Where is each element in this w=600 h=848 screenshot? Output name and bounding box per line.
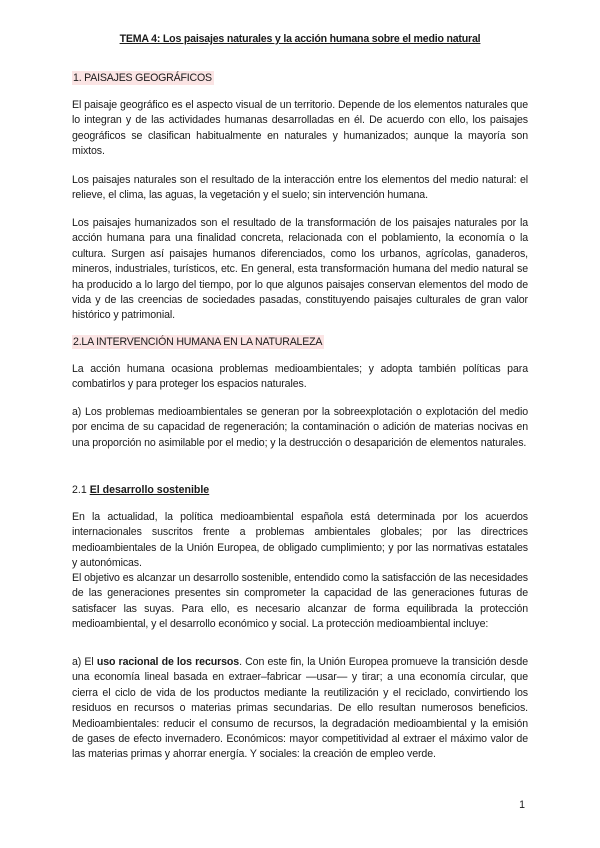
page-title: TEMA 4: Los paisajes naturales y la acción humana sobre el medio natural <box>119 33 481 45</box>
section-2-paragraph-1: La acción humana ocasiona problemas medioambientales; y adopta también políticas para combatirlos y para proteger los espacios naturales. <box>72 363 528 391</box>
section-2-heading: 2.LA INTERVENCIÓN HUMANA EN LA NATURALEZA <box>73 336 323 348</box>
section-2-paragraph-2: a) Los problemas medioambientales se generan por la sobreexplotación o explotación del medio por encima de su capacidad de regeneración; la contaminación o adición de materias nocivas en una proporción no asimilable por el medio; y la destrucción o desaparición de elementos naturales. <box>72 406 528 449</box>
page-number: 1 <box>519 799 525 811</box>
paragraph-body: . Con este fin, la Unión Europea promueve la transición desde una economía lineal basada en extraer–fabricar —usar— y tirar; a una economía circular, que cierra el ciclo de vida de los productos mediante la reutilización y el reciclado, convirtiendo los residuos en recursos o materias primas secundarias. De ello resultan numerosos beneficios. Medioambientales: reducir el consumo de recursos, la degradación medioambiental y la emisión de gases de efecto invernadero. Económicos: mayor competitividad al extraer el máximo valor de las materias primas y ahorrar energía. Y sociales: la creación de empleo verde. <box>72 656 528 761</box>
paragraph-prefix: a) El <box>72 656 97 668</box>
subsection-paragraph-2: El objetivo es alcanzar un desarrollo sostenible, entendido como la satisfacción de las necesidades de las generaciones presentes sin comprometer la capacidad de las generaciones futuras de satisfacer las suyas. Para ello, es necesario alcanzar de forma equilibrada la protección medioambiental, y el desarrollo económico y social. La protección medioambiental incluye: <box>72 572 528 631</box>
subsection-paragraph-3 <box>72 655 528 763</box>
subsection-paragraph-1: En la actualidad, la política medioambiental española está determinada por los acuerdos internacionales suscritos frente a problemas ambientales globales; por las directrices medioambientales de la Unión Europea, de obligado cumplimiento; y por las normativas estatales y autonómicas. <box>72 511 528 570</box>
subsection-title: El desarrollo sostenible <box>89 484 210 496</box>
section-1-paragraph-2: Los paisajes naturales son el resultado de la interacción entre los elementos del medio natural: el relieve, el clima, las aguas, la vegetación y el suelo; sin intervención humana. <box>72 174 528 202</box>
bold-term: uso racional de los recursos <box>96 656 240 668</box>
section-1-paragraph-1: El paisaje geográfico es el aspecto visual de un territorio. Depende de los elementos naturales que lo integran y de las actividades humanas desarrolladas en él. De acuerdo con ello, los paisajes geográficos se clasifican habitualmente en naturales y humanizados; aunque la mayoría son mixtos. <box>72 99 528 158</box>
section-1-paragraph-3: Los paisajes humanizados son el resultado de la transformación de los paisajes naturales por la acción humana para una finalidad concreta, relacionada con el poblamiento, la economía o la cultura. Surgen así paisajes humanos diferenciados, como los urbanos, agrícolas, ganaderos, mineros, industriales, turísticos, etc. En general, esta transformación humana del medio natural se ha producido a lo largo del tiempo, por lo que algunos paisajes conservan elementos del modo de vida y de las creencias de sociedades pasadas, constituyendo paisajes culturales de gran valor histórico y patrimonial. <box>72 217 528 322</box>
subsection-number: 2.1 <box>72 484 87 496</box>
subsection-2-1-heading <box>72 484 209 496</box>
section-1-heading: 1. PAISAJES GEOGRÁFICOS <box>73 72 212 84</box>
